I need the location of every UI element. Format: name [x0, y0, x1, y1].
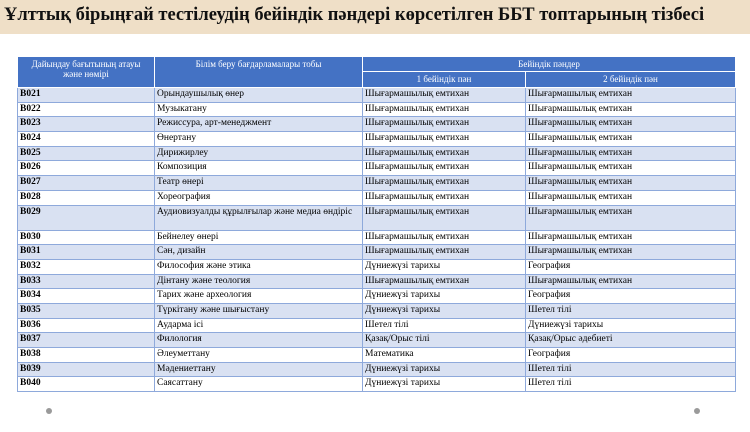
code-cell: B023 [18, 117, 155, 132]
program-cell: Аудиовизуалды құрылғылар және медиа өндіріс [155, 205, 363, 230]
page-title: Ұлттық бірыңғай тестілеудің бейіндік пәндері көрсетілген ББТ топтарының тізбесі [4, 5, 705, 25]
profile-subjects-table [17, 56, 736, 392]
table-row [18, 318, 736, 333]
subject-1-cell: Шетел тілі [363, 318, 526, 333]
subject-1-cell: Қазақ/Орыс тілі [363, 333, 526, 348]
table-row [18, 333, 736, 348]
code-cell: B021 [18, 88, 155, 103]
subject-2-cell: География [526, 259, 736, 274]
table-row [18, 176, 736, 191]
code-cell: B035 [18, 303, 155, 318]
program-cell: Театр өнері [155, 176, 363, 191]
code-cell: B038 [18, 348, 155, 363]
subject-1-cell: Дүниежүзі тарихы [363, 303, 526, 318]
header-subject-2: 2 бейіндік пән [526, 71, 736, 87]
table-row [18, 161, 736, 176]
subject-1-cell: Шығармашылық емтихан [363, 274, 526, 289]
code-cell: B031 [18, 245, 155, 260]
profile-subjects-table-container [17, 56, 735, 392]
header-program: Білім беру бағдарламалары тобы [155, 57, 363, 88]
subject-1-cell: Шығармашылық емтихан [363, 102, 526, 117]
table-row [18, 146, 736, 161]
program-cell: Саясаттану [155, 377, 363, 392]
table-row [18, 88, 736, 103]
code-cell: B033 [18, 274, 155, 289]
code-cell: B029 [18, 205, 155, 230]
subject-2-cell: Шығармашылық емтихан [526, 230, 736, 245]
program-cell: Филология [155, 333, 363, 348]
program-cell: Музыкатану [155, 102, 363, 117]
subject-2-cell: Дүниежүзі тарихы [526, 318, 736, 333]
code-cell: B022 [18, 102, 155, 117]
subject-2-cell: Шетел тілі [526, 303, 736, 318]
program-cell: Аударма ісі [155, 318, 363, 333]
program-cell: Режиссура, арт-менеджмент [155, 117, 363, 132]
subject-1-cell: Шығармашылық емтихан [363, 146, 526, 161]
code-cell: B026 [18, 161, 155, 176]
subject-1-cell: Дүниежүзі тарихы [363, 289, 526, 304]
subject-1-cell: Шығармашылық емтихан [363, 132, 526, 147]
decorative-dot-right [694, 408, 700, 414]
program-cell: Тарих және археология [155, 289, 363, 304]
program-cell: Философия және этика [155, 259, 363, 274]
code-cell: B040 [18, 377, 155, 392]
code-cell: B028 [18, 190, 155, 205]
program-cell: Дінтану және теология [155, 274, 363, 289]
subject-2-cell: География [526, 348, 736, 363]
table-row [18, 259, 736, 274]
table-row [18, 132, 736, 147]
code-cell: B025 [18, 146, 155, 161]
header-subject-1: 1 бейіндік пән [363, 71, 526, 87]
subject-2-cell: Шығармашылық емтихан [526, 205, 736, 230]
subject-2-cell: Шығармашылық емтихан [526, 117, 736, 132]
table-row [18, 274, 736, 289]
code-cell: B036 [18, 318, 155, 333]
table-row [18, 348, 736, 363]
subject-2-cell: Шығармашылық емтихан [526, 245, 736, 260]
subject-2-cell: Шығармашылық емтихан [526, 190, 736, 205]
subject-1-cell: Дүниежүзі тарихы [363, 259, 526, 274]
program-cell: Орындаушылық өнер [155, 88, 363, 103]
subject-2-cell: Шығармашылық емтихан [526, 132, 736, 147]
subject-2-cell: Шығармашылық емтихан [526, 102, 736, 117]
program-cell: Бейнелеу өнері [155, 230, 363, 245]
subject-1-cell: Математика [363, 348, 526, 363]
header-profile-subjects: Бейіндік пәндер [363, 57, 736, 72]
subject-1-cell: Шығармашылық емтихан [363, 161, 526, 176]
subject-2-cell: Шығармашылық емтихан [526, 146, 736, 161]
code-cell: B037 [18, 333, 155, 348]
program-cell: Композиция [155, 161, 363, 176]
subject-1-cell: Дүниежүзі тарихы [363, 362, 526, 377]
header-code: Дайындау бағытының атауы және нөмірі [18, 57, 155, 88]
code-cell: B030 [18, 230, 155, 245]
subject-2-cell: География [526, 289, 736, 304]
program-cell: Өнертану [155, 132, 363, 147]
table-row [18, 117, 736, 132]
subject-1-cell: Шығармашылық емтихан [363, 230, 526, 245]
subject-1-cell: Шығармашылық емтихан [363, 176, 526, 191]
table-row [18, 230, 736, 245]
code-cell: B032 [18, 259, 155, 274]
subject-2-cell: Шетел тілі [526, 362, 736, 377]
table-row [18, 289, 736, 304]
table-row [18, 190, 736, 205]
program-cell: Түркітану және шығыстану [155, 303, 363, 318]
subject-1-cell: Шығармашылық емтихан [363, 245, 526, 260]
table-row [18, 303, 736, 318]
subject-2-cell: Шығармашылық емтихан [526, 274, 736, 289]
code-cell: B039 [18, 362, 155, 377]
table-body [18, 88, 736, 392]
table-row [18, 245, 736, 260]
table-row [18, 205, 736, 230]
subject-2-cell: Шетел тілі [526, 377, 736, 392]
subject-2-cell: Шығармашылық емтихан [526, 161, 736, 176]
table-row [18, 362, 736, 377]
subject-2-cell: Шығармашылық емтихан [526, 88, 736, 103]
table-row [18, 102, 736, 117]
program-cell: Әлеуметтану [155, 348, 363, 363]
program-cell: Сән, дизайн [155, 245, 363, 260]
subject-1-cell: Шығармашылық емтихан [363, 117, 526, 132]
decorative-dot-left [46, 408, 52, 414]
subject-1-cell: Дүниежүзі тарихы [363, 377, 526, 392]
code-cell: B034 [18, 289, 155, 304]
subject-2-cell: Қазақ/Орыс әдебиеті [526, 333, 736, 348]
subject-2-cell: Шығармашылық емтихан [526, 176, 736, 191]
subject-1-cell: Шығармашылық емтихан [363, 205, 526, 230]
code-cell: B027 [18, 176, 155, 191]
subject-1-cell: Шығармашылық емтихан [363, 190, 526, 205]
table-row [18, 377, 736, 392]
program-cell: Мәдениеттану [155, 362, 363, 377]
subject-1-cell: Шығармашылық емтихан [363, 88, 526, 103]
code-cell: B024 [18, 132, 155, 147]
program-cell: Дирижирлеу [155, 146, 363, 161]
program-cell: Хореография [155, 190, 363, 205]
